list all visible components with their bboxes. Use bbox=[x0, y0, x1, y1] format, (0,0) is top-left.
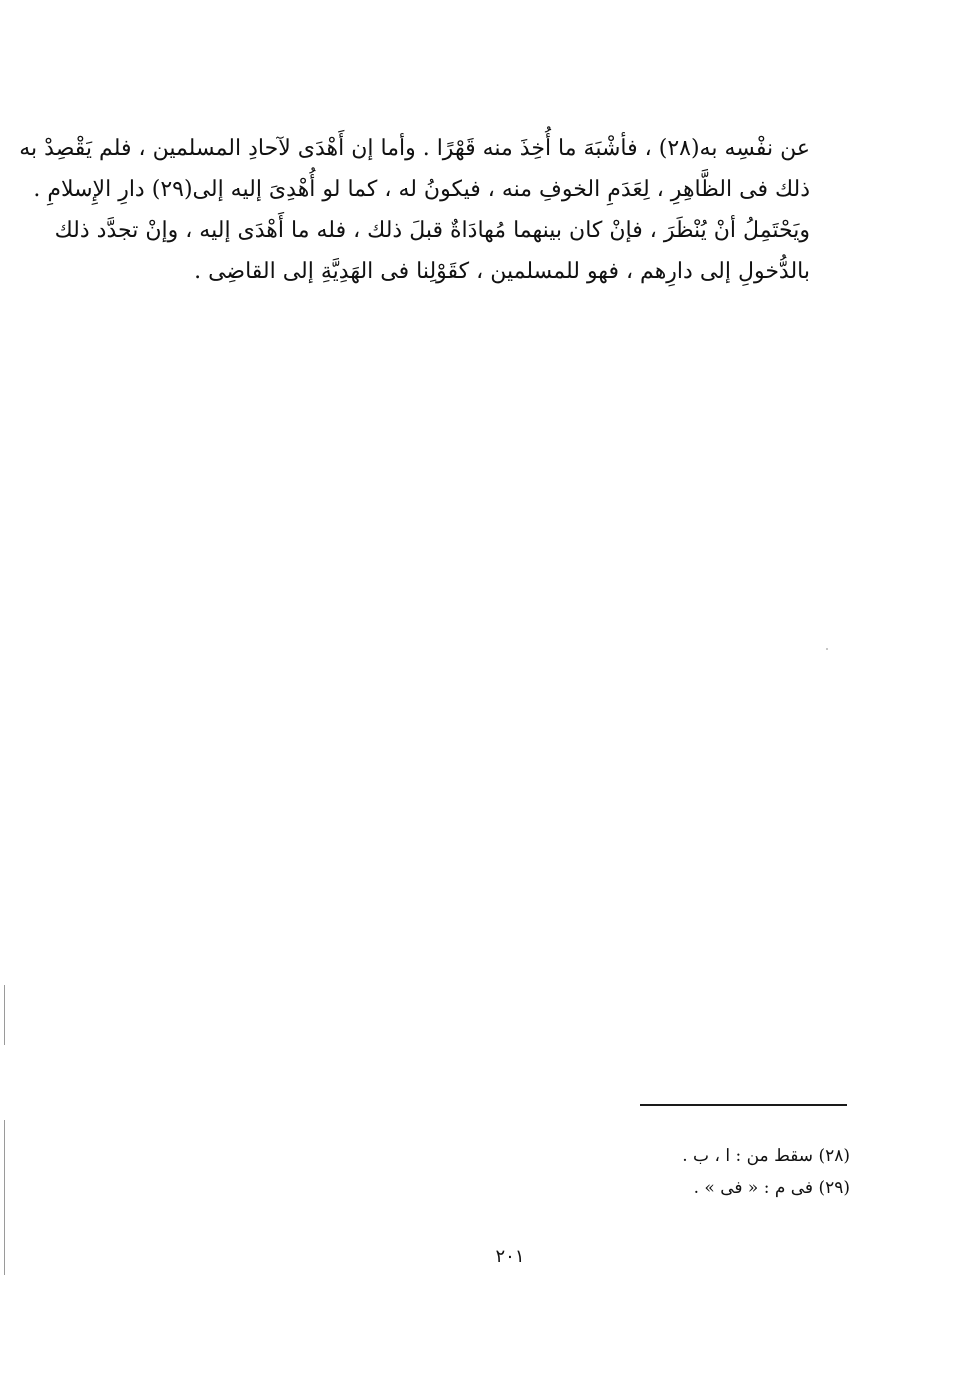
text-line-3: ويَحْتَمِلُ أنْ يُنْظَرَ ، فإنْ كان بينهما مُهادَاةٌ قبلَ ذلك ، فله ما أَهْدَى إليه ، وإنْ تجدَّد ذلك bbox=[54, 218, 810, 243]
text-line-1: عن نفْسِه به(٢٨) ، فأشْبَهَ ما أُخِذَ منه قَهْرًا . وأما إن أَهْدَى لآحادِ المسلمين ، فلم يَقْصِدْ به bbox=[19, 136, 810, 161]
footnote-28: (٢٨) سقط من : ا ، ب . bbox=[682, 1146, 850, 1166]
footnotes-block bbox=[560, 1140, 850, 1204]
footnote-29: (٢٩) فى م : « فى » . bbox=[693, 1178, 850, 1198]
footnote-separator bbox=[640, 1104, 847, 1106]
scan-margin-line-lower bbox=[4, 1120, 5, 1275]
text-line-2: ذلك فى الظَّاهِرِ ، لِعَدَمِ الخوفِ منه ، فيكونُ له ، كما لو أُهْدِىَ إليه إلى(٢٩) دارِ الإِسلامِ . bbox=[33, 177, 810, 202]
main-text-block bbox=[19, 128, 810, 292]
scan-speck bbox=[826, 648, 828, 650]
page-number: ٢٠١ bbox=[495, 1246, 525, 1267]
text-line-4: بالدُّخولِ إلى دارِهم ، فهو للمسلمين ، كقَوْلِنا فى الهَدِيَّةِ إلى القاضِى . bbox=[194, 259, 810, 284]
scan-margin-line-upper bbox=[4, 985, 5, 1045]
